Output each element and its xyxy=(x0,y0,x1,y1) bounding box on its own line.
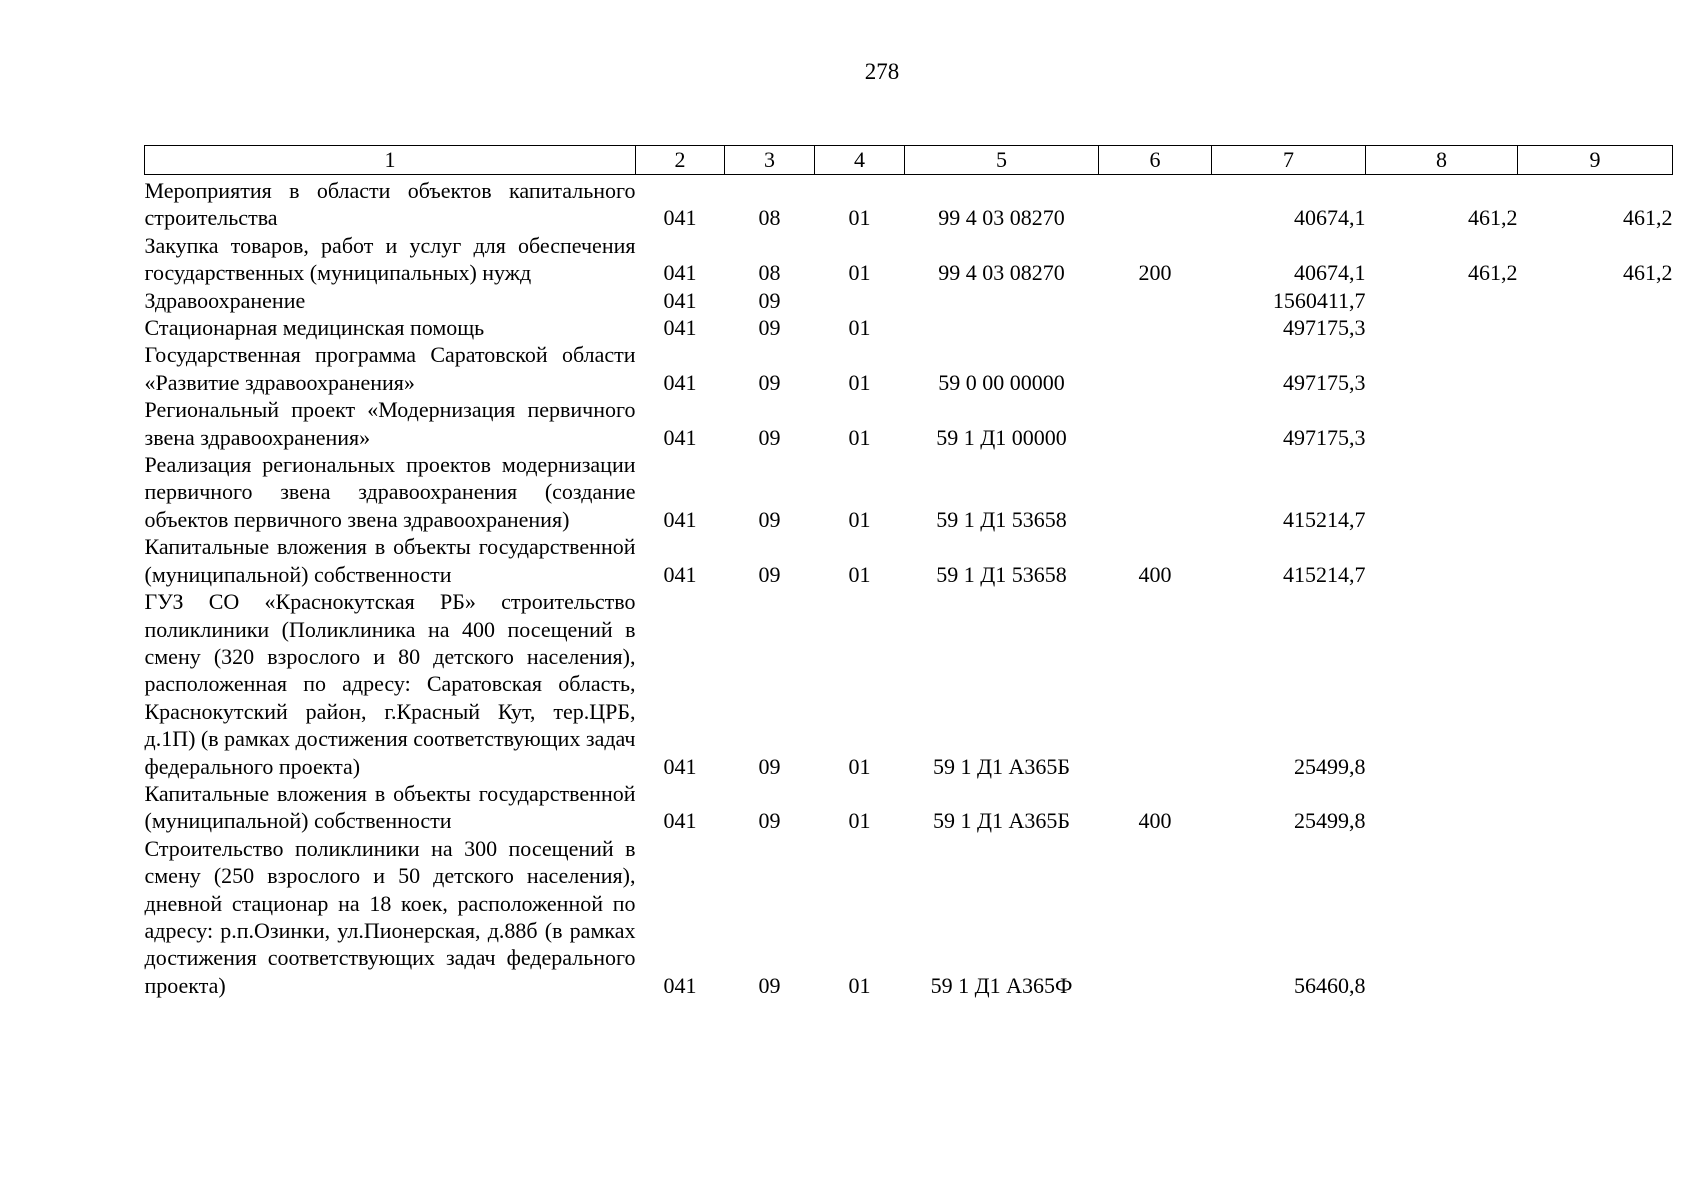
cell-subsection: 01 xyxy=(848,315,871,341)
cell-section: 09 xyxy=(758,369,781,395)
cell-expense-type xyxy=(1099,314,1212,341)
cell-subsection: 01 xyxy=(848,972,871,998)
cell-ministry: 041 xyxy=(663,287,697,313)
cell-section: 09 xyxy=(758,753,781,779)
row-name: Здравоохранение xyxy=(144,287,306,313)
cell-subsection: 01 xyxy=(848,808,871,834)
row-name: Реализация региональных проектов модернизации первичного звена здравоохранения (создание объектов первичного звена здравоохранения) xyxy=(144,452,636,532)
cell-expense-type xyxy=(1099,341,1212,396)
row-name: Капитальные вложения в объекты государственной (муниципальной) собственности xyxy=(144,534,636,587)
page-number: 278 xyxy=(864,59,900,84)
cell-target-article: 59 1 Д1 00000 xyxy=(936,424,1067,450)
cell-expense-type: 400 xyxy=(1138,808,1172,834)
cell-subsection: 01 xyxy=(848,753,871,779)
table-row xyxy=(145,835,1673,999)
cell-amount-col7: 56460,8 xyxy=(1294,972,1366,998)
cell-section: 09 xyxy=(758,315,781,341)
cell-amount-col9: 461,2 xyxy=(1623,260,1673,286)
cell-amount-col7: 25499,8 xyxy=(1294,753,1366,779)
cell-expense-type xyxy=(1099,451,1212,533)
cell-section: 09 xyxy=(758,287,781,313)
row-name: Стационарная медицинская помощь xyxy=(144,315,485,341)
cell-target-article: 99 4 03 08270 xyxy=(938,205,1065,231)
cell-amount-col8 xyxy=(1366,451,1518,533)
cell-expense-type: 200 xyxy=(1138,260,1172,286)
header-row xyxy=(145,146,1673,175)
cell-amount-col7: 415214,7 xyxy=(1283,506,1366,532)
cell-amount-col8 xyxy=(1366,287,1518,314)
table-row xyxy=(145,175,1673,232)
cell-subsection xyxy=(815,287,905,314)
cell-section: 09 xyxy=(758,561,781,587)
cell-ministry: 041 xyxy=(663,424,697,450)
cell-amount-col8 xyxy=(1366,396,1518,451)
cell-amount-col9 xyxy=(1518,314,1673,341)
cell-ministry: 041 xyxy=(663,561,697,587)
cell-expense-type xyxy=(1099,287,1212,314)
row-name: Строительство поликлиники на 300 посещений в смену (250 взрослого и 50 детского населения), дневной стационар на 18 коек, расположенной по адресу: р.п.Озинки, ул.Пионерская, д.88б (в рамках достижения соответствующих задач федерального проекта) xyxy=(144,835,636,998)
table-row xyxy=(145,232,1673,287)
column-header-7: 7 xyxy=(1212,146,1366,175)
cell-amount-col7: 25499,8 xyxy=(1294,808,1366,834)
cell-expense-type xyxy=(1099,175,1212,232)
cell-target-article: 59 0 00 00000 xyxy=(938,369,1065,395)
cell-amount-col7: 40674,1 xyxy=(1294,260,1366,286)
row-name: Капитальные вложения в объекты государственной (муниципальной) собственности xyxy=(144,780,636,834)
cell-subsection: 01 xyxy=(848,561,871,587)
budget-table xyxy=(144,145,1673,999)
column-header-8: 8 xyxy=(1366,146,1518,175)
cell-expense-type xyxy=(1099,396,1212,451)
cell-amount-col9 xyxy=(1518,588,1673,780)
table-row xyxy=(145,780,1673,835)
cell-target-article xyxy=(905,314,1099,341)
cell-amount-col8 xyxy=(1366,588,1518,780)
column-header-6: 6 xyxy=(1099,146,1212,175)
cell-amount-col9: 461,2 xyxy=(1623,205,1673,231)
table-row xyxy=(145,533,1673,588)
cell-amount-col8 xyxy=(1366,341,1518,396)
cell-ministry: 041 xyxy=(663,808,697,834)
row-name: Мероприятия в области объектов капитального строительства xyxy=(144,178,636,231)
cell-expense-type xyxy=(1099,588,1212,780)
table-body xyxy=(145,175,1673,1000)
cell-amount-col8: 461,2 xyxy=(1468,260,1518,286)
table-header xyxy=(145,146,1673,175)
cell-section: 09 xyxy=(758,808,781,834)
cell-target-article: 99 4 03 08270 xyxy=(938,260,1065,286)
table-row xyxy=(145,314,1673,341)
table-row xyxy=(145,396,1673,451)
cell-target-article: 59 1 Д1 53658 xyxy=(936,506,1067,532)
cell-subsection: 01 xyxy=(848,205,871,231)
cell-amount-col8 xyxy=(1366,533,1518,588)
cell-amount-col7: 497175,3 xyxy=(1283,315,1366,341)
cell-target-article: 59 1 Д1 А365Б xyxy=(932,753,1071,779)
cell-amount-col8 xyxy=(1366,780,1518,835)
column-header-3: 3 xyxy=(725,146,815,175)
cell-amount-col7: 497175,3 xyxy=(1283,369,1366,395)
row-name: Государственная программа Саратовской области «Развитие здравоохранения» xyxy=(144,342,636,395)
cell-ministry: 041 xyxy=(663,260,697,286)
cell-amount-col8: 461,2 xyxy=(1468,205,1518,231)
cell-amount-col7: 415214,7 xyxy=(1283,561,1366,587)
cell-ministry: 041 xyxy=(663,972,697,998)
column-header-2: 2 xyxy=(636,146,725,175)
table-row xyxy=(145,341,1673,396)
cell-amount-col9 xyxy=(1518,287,1673,314)
cell-ministry: 041 xyxy=(663,369,697,395)
cell-subsection: 01 xyxy=(848,424,871,450)
column-header-1: 1 xyxy=(145,146,636,175)
column-header-9: 9 xyxy=(1518,146,1673,175)
column-header-5: 5 xyxy=(905,146,1099,175)
cell-section: 08 xyxy=(758,205,781,231)
cell-amount-col9 xyxy=(1518,780,1673,835)
cell-amount-col9 xyxy=(1518,533,1673,588)
cell-subsection: 01 xyxy=(848,369,871,395)
cell-amount-col7: 40674,1 xyxy=(1294,205,1366,231)
cell-amount-col9 xyxy=(1518,396,1673,451)
cell-expense-type xyxy=(1099,835,1212,999)
row-name: Региональный проект «Модернизация первичного звена здравоохранения» xyxy=(144,397,636,450)
cell-amount-col7: 1560411,7 xyxy=(1272,287,1366,313)
row-name: Закупка товаров, работ и услуг для обеспечения государственных (муниципальных) нужд xyxy=(144,232,636,286)
table-row xyxy=(145,287,1673,314)
cell-amount-col9 xyxy=(1518,341,1673,396)
cell-target-article xyxy=(905,287,1099,314)
table-row xyxy=(145,588,1673,780)
cell-section: 09 xyxy=(758,424,781,450)
cell-section: 09 xyxy=(758,972,781,998)
cell-ministry: 041 xyxy=(663,753,697,779)
cell-amount-col9 xyxy=(1518,835,1673,999)
cell-amount-col9 xyxy=(1518,451,1673,533)
cell-ministry: 041 xyxy=(663,506,697,532)
cell-subsection: 01 xyxy=(848,260,871,286)
cell-target-article: 59 1 Д1 53658 xyxy=(936,561,1067,587)
cell-amount-col8 xyxy=(1366,835,1518,999)
cell-amount-col7: 497175,3 xyxy=(1283,424,1366,450)
column-header-4: 4 xyxy=(815,146,905,175)
cell-ministry: 041 xyxy=(663,315,697,341)
row-name: ГУЗ СО «Краснокутская РБ» строительство поликлиники (Поликлиника на 400 посещений в смену (320 взрослого и 80 детского населения), расположенная по адресу: Саратовская область, Краснокутский район, г.Красный Кут, тер.ЦРБ, д.1П) (в рамках достижения соответствующих задач федерального проекта) xyxy=(144,589,636,779)
table-row xyxy=(145,451,1673,533)
cell-amount-col8 xyxy=(1366,314,1518,341)
cell-section: 09 xyxy=(758,506,781,532)
cell-ministry: 041 xyxy=(663,205,697,231)
cell-target-article: 59 1 Д1 А365Б xyxy=(932,808,1071,834)
cell-section: 08 xyxy=(758,260,781,286)
cell-expense-type: 400 xyxy=(1138,561,1172,587)
cell-target-article: 59 1 Д1 А365Ф xyxy=(930,972,1073,998)
cell-subsection: 01 xyxy=(848,506,871,532)
